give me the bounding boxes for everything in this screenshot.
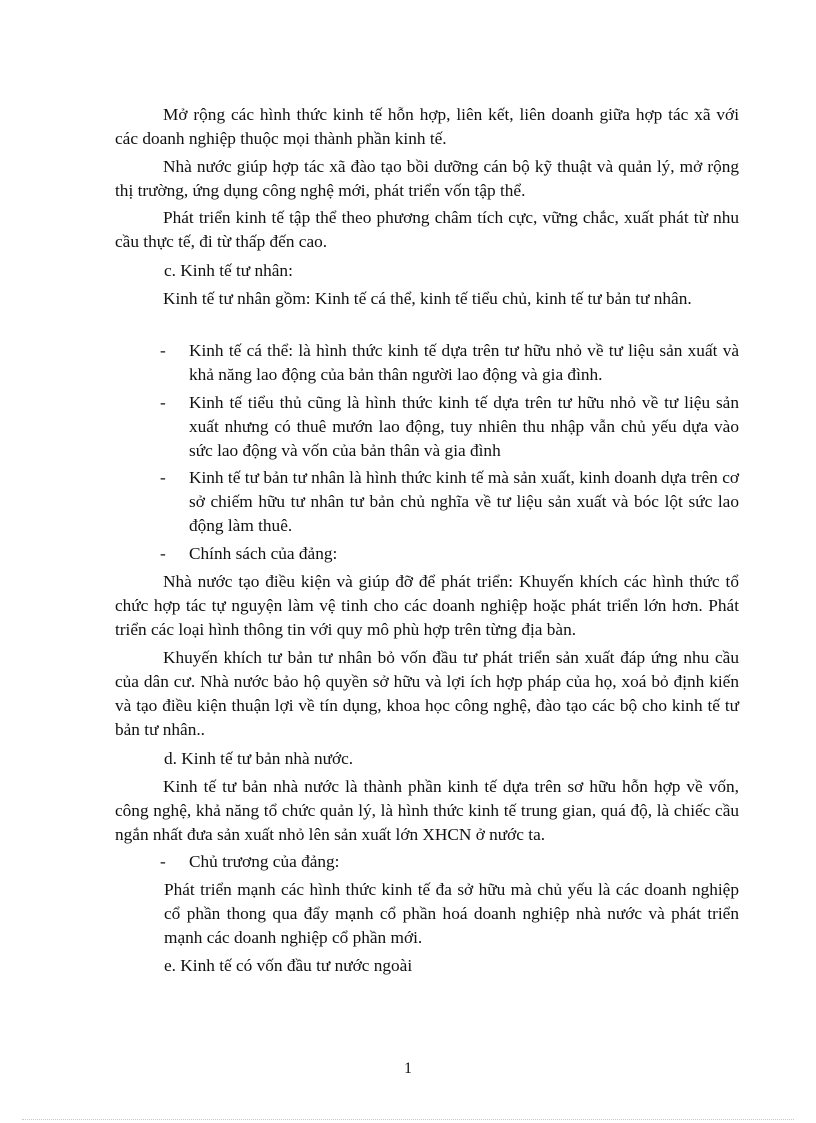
bullet-item xyxy=(160,391,739,463)
bullet-dash: - xyxy=(160,341,166,360)
section-heading-c: c. Kinh tế tư nhân: xyxy=(164,261,293,280)
paragraph: Nhà nước giúp hợp tác xã đào tạo bồi dưỡng cán bộ kỹ thuật và quản lý, mở rộng thị trường, ứng dụng công nghệ mới, phát triển vốn tập thể. xyxy=(115,157,739,200)
bullet-item xyxy=(160,850,739,874)
bullet-item xyxy=(160,466,739,538)
paragraph: Nhà nước tạo điều kiện và giúp đỡ để phát triển: Khuyến khích các hình thức tổ chức hợp tác tự nguyện làm vệ tinh cho các doanh nghiệp hoặc phát triển lớn hơn. Phát triển các loại hình thông tin với quy mô phù hợp trên từng địa bàn. xyxy=(115,572,739,639)
bullet-text: Kinh tế cá thể: là hình thức kinh tế dựa trên tư hữu nhỏ về tư liệu sản xuất và khả năng lao động của bản thân người lao động và gia đình. xyxy=(189,341,739,384)
paragraph: Kinh tế tư nhân gồm: Kinh tế cá thể, kinh tế tiểu chủ, kinh tế tư bản tư nhân. xyxy=(163,289,692,308)
section-heading-d: d. Kinh tế tư bản nhà nước. xyxy=(164,749,354,768)
bullet-item xyxy=(160,542,739,566)
bullet-item xyxy=(160,339,739,387)
bullet-dash: - xyxy=(160,393,166,412)
paragraph: Khuyến khích tư bản tư nhân bỏ vốn đầu tư phát triển sản xuất đáp ứng nhu cầu của dân cư. Nhà nước bảo hộ quyền sở hữu và lợi ích hợp pháp của họ, xoá bỏ định kiến và tạo điều kiện thuận lợi về tín dụng, khoa học công nghệ, đào tạo các bộ cho kinh tế tư bản tư nhân.. xyxy=(115,648,739,739)
bullet-dash: - xyxy=(160,852,166,871)
paragraph: Phát triển mạnh các hình thức kinh tế đa sở hữu mà chủ yếu là các doanh nghiệp cổ phần thong qua đẩy mạnh cổ phần hoá doanh nghiệp nhà nước và phát triển mạnh các doanh nghiệp cổ phần mới. xyxy=(164,880,739,947)
bullet-dash: - xyxy=(160,468,166,487)
page-bottom-divider xyxy=(22,1119,794,1120)
paragraph: Kinh tế tư bản nhà nước là thành phần kinh tế dựa trên sơ hữu hỗn hợp về vốn, công nghệ, khả năng tổ chức quản lý, là hình thức kinh tế trung gian, quá độ, là chiếc cầu ngắn nhất đưa sản xuất nhỏ lên sản xuất lớn XHCN ở nước ta. xyxy=(115,777,739,844)
bullet-dash: - xyxy=(160,544,166,563)
bullet-text: Chính sách của đảng: xyxy=(189,544,338,563)
bullet-text: Kinh tế tư bản tư nhân là hình thức kinh tế mà sản xuất, kinh doanh dựa trên cơ sở chiếm hữu tư nhân tư bản chủ nghĩa về tư liệu sản xuất và bóc lột sức lao động làm thuê. xyxy=(189,468,739,535)
bullet-text: Chủ trương của đảng: xyxy=(189,852,340,871)
section-heading-e: e. Kinh tế có vốn đầu tư nước ngoài xyxy=(164,956,413,975)
paragraph: Mở rộng các hình thức kinh tế hỗn hợp, liên kết, liên doanh giữa hợp tác xã với các doanh nghiệp thuộc mọi thành phần kinh tế. xyxy=(115,105,739,148)
page-number: 1 xyxy=(404,1060,412,1077)
bullet-text: Kinh tế tiểu thủ cũng là hình thức kinh tế dựa trên tư hữu nhỏ về tư liệu sản xuất nhưng có thuê mướn lao động, tuy nhiên thu nhập vẫn chủ yếu dựa vào sức lao động và vốn của bản thân và gia đình xyxy=(189,393,739,460)
paragraph: Phát triển kinh tế tập thể theo phương châm tích cực, vững chắc, xuất phát từ nhu cầu thực tế, đi từ thấp đến cao. xyxy=(115,208,739,251)
